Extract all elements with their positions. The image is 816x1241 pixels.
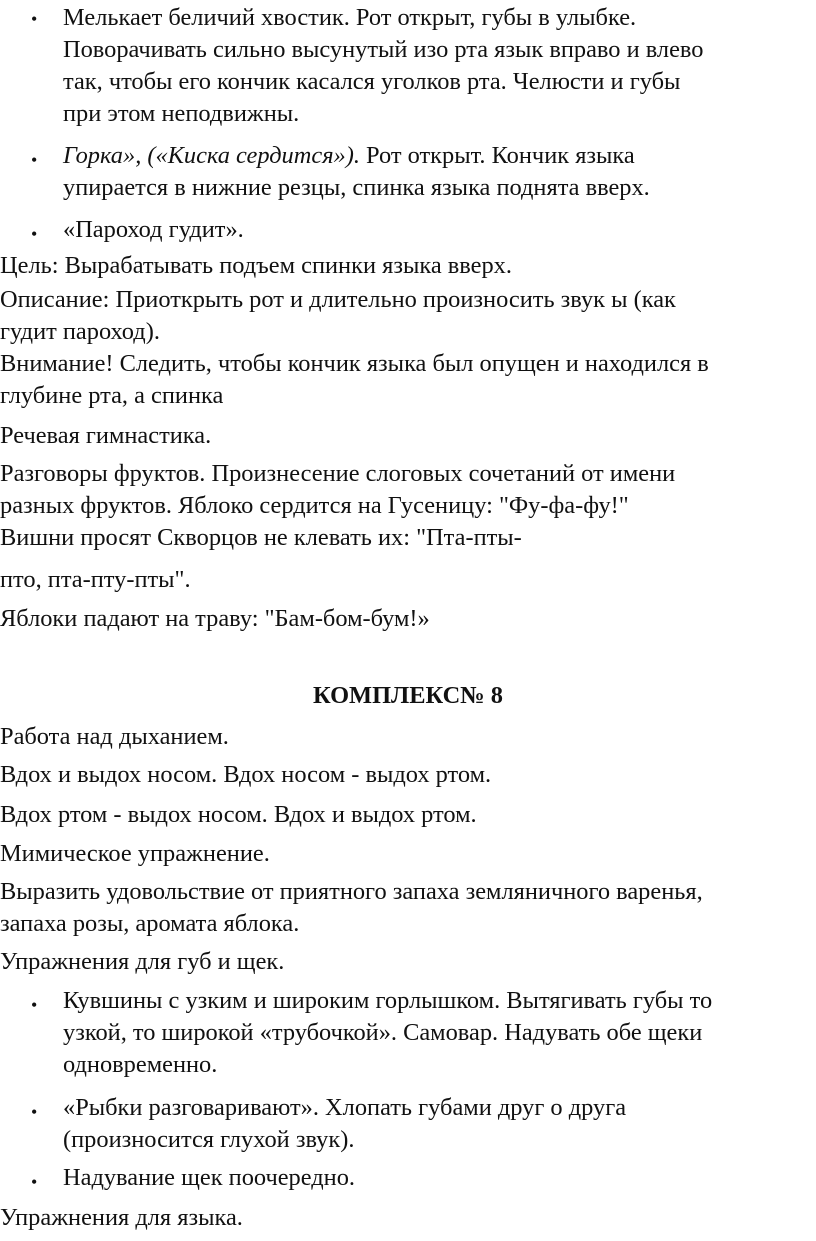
list-item-line: Мелькает беличий хвостик. Рот открыт, губы в улыбке. [63,4,637,31]
exercise-name: Горка», («Киска сердится»). [63,142,360,169]
list-bullet: • [31,150,38,170]
list-item-line: Кувшины с узким и широким горлышком. Вытягивать губы то [63,987,713,1014]
paragraph-description: Описание: Приоткрыть рот и длительно произносить звук ы (как [0,286,676,313]
list-item-line: при этом неподвижны. [63,100,300,127]
paragraph-apples: Яблоки падают на траву: "Бам-бом-бум!» [0,605,430,632]
paragraph-fruits: разных фруктов. Яблоко сердится на Гусеницу: "Фу-фа-фу!" [0,492,629,519]
list-bullet: • [31,1102,38,1122]
paragraph-fruits: Вишни просят Скворцов не клевать их: "Пта-пты- [0,524,522,551]
list-item-line: «Пароход гудит». [63,216,244,243]
paragraph-description: гудит пароход). [0,318,160,345]
paragraph-breath-title: Работа над дыханием. [0,723,229,750]
exercise-text: Рот открыт. Кончик языка [359,142,635,169]
paragraph-attention: Внимание! Следить, чтобы кончик языка был опущен и находился в [0,350,709,377]
paragraph-breath: Вдох и выдох носом. Вдох носом - выдох ртом. [0,761,492,788]
section-heading: КОМПЛЕКС№ 8 [313,682,503,709]
list-bullet: • [31,995,38,1015]
paragraph-speech: Речевая гимнастика. [0,422,212,449]
list-item-line: (произносится глухой звук). [63,1126,355,1153]
paragraph-fruits: Разговоры фруктов. Произнесение слоговых сочетаний от имени [0,460,676,487]
list-item-line: Надувание щек поочередно. [63,1164,356,1191]
list-item-line: так, чтобы его кончик касался уголков рта. Челюсти и губы [63,68,681,95]
paragraph-mimic: запаха розы, аромата яблока. [0,910,300,937]
paragraph-fruits-cont: пто, пта-пту-пты". [0,566,191,593]
paragraph-tongue-title: Упражнения для языка. [0,1204,243,1231]
paragraph-attention: глубине рта, а спинка [0,382,224,409]
paragraph-lips-title: Упражнения для губ и щек. [0,948,285,975]
paragraph-mimic: Выразить удовольствие от приятного запаха земляничного варенья, [0,878,703,905]
list-item-line: Поворачивать сильно высунутый изо рта язык вправо и влево [63,36,704,63]
list-item-line: «Рыбки разговаривают». Хлопать губами друг о друга [63,1094,627,1121]
paragraph-goal: Цель: Вырабатывать подъем спинки языка вверх. [0,252,512,279]
list-bullet: • [31,1172,38,1192]
paragraph-mimic-title: Мимическое упражнение. [0,840,270,867]
list-item-line: узкой, то широкой «трубочкой». Самовар. Надувать обе щеки [63,1019,703,1046]
list-item-line: одновременно. [63,1051,218,1078]
list-bullet: • [31,9,38,29]
paragraph-breath: Вдох ртом - выдох носом. Вдох и выдох ртом. [0,801,477,828]
list-item-line [63,140,635,172]
list-bullet: • [31,224,38,244]
list-item-line: упирается в нижние резцы, спинка языка поднята вверх. [63,174,650,201]
